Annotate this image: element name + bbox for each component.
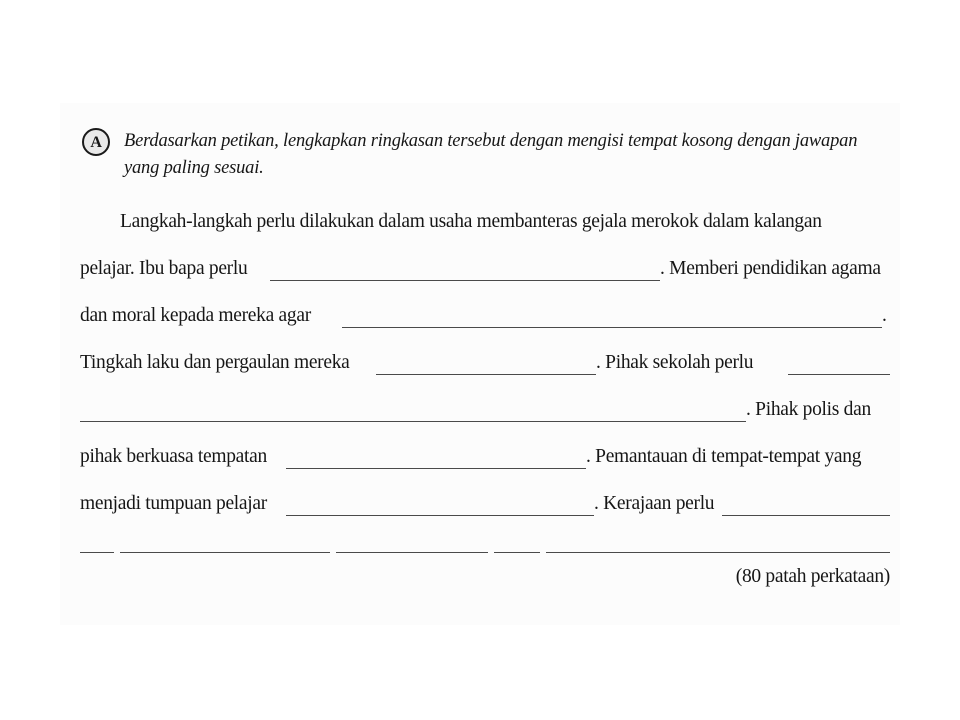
summary-text: Tingkah laku dan pergaulan mereka <box>80 352 350 373</box>
summary-line-4 <box>80 349 890 377</box>
worksheet <box>60 103 900 625</box>
summary-line-8 <box>80 527 890 555</box>
answer-blank-7[interactable] <box>722 515 890 516</box>
summary-text: pelajar. Ibu bapa perlu <box>80 258 248 279</box>
summary-text: . <box>882 305 887 326</box>
answer-blank-5[interactable] <box>286 468 586 469</box>
answer-blank-7-continued[interactable] <box>120 552 330 553</box>
word-count-note: (80 patah perkataan) <box>735 566 890 587</box>
summary-text: Langkah-langkah perlu dilakukan dalam usaha membanteras gejala merokok dalam kalangan <box>120 211 822 232</box>
answer-blank-2[interactable] <box>342 327 882 328</box>
summary-line-7 <box>80 490 890 518</box>
answer-blank-6[interactable] <box>286 515 594 516</box>
answer-blank-4-continued[interactable] <box>80 421 746 422</box>
summary-text: . Memberi pendidikan agama <box>660 258 881 279</box>
summary-line-5 <box>80 396 890 424</box>
summary-line-1 <box>80 208 890 236</box>
answer-blank-3[interactable] <box>376 374 596 375</box>
summary-line-3 <box>80 302 890 330</box>
summary-text: menjadi tumpuan pelajar <box>80 493 267 514</box>
answer-blank-7-continued[interactable] <box>336 552 488 553</box>
summary-text: . Kerajaan perlu <box>594 493 715 514</box>
instruction-text: Berdasarkan petikan, lengkapkan ringkasan tersebut dengan mengisi tempat kosong dengan jawapan yang paling sesuai. <box>124 131 858 178</box>
answer-blank-7-continued[interactable] <box>80 552 114 553</box>
summary-text: dan moral kepada mereka agar <box>80 305 311 326</box>
summary-line-6 <box>80 443 890 471</box>
summary-line-2 <box>80 255 890 283</box>
answer-blank-4[interactable] <box>788 374 890 375</box>
summary-text: pihak berkuasa tempatan <box>80 446 267 467</box>
summary-text: . Pihak sekolah perlu <box>596 352 754 373</box>
exercise-label-badge: A <box>82 128 110 156</box>
summary-text: . Pihak polis dan <box>746 399 871 420</box>
answer-blank-7-continued[interactable] <box>546 552 890 553</box>
summary-text: . Pemantauan di tempat-tempat yang <box>586 446 862 467</box>
answer-blank-7-continued[interactable] <box>494 552 540 553</box>
answer-blank-1[interactable] <box>270 280 660 281</box>
